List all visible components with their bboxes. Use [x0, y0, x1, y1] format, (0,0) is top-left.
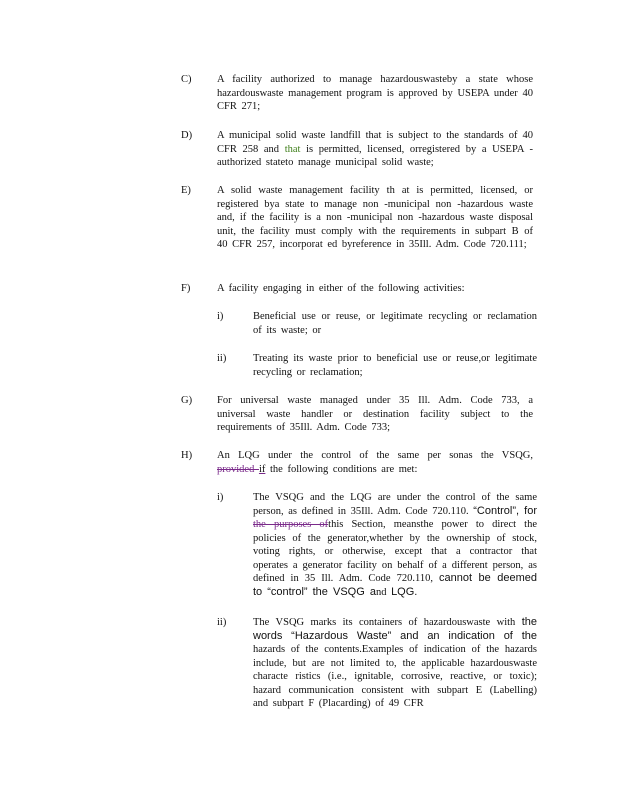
highlighted-word: that — [284, 143, 301, 155]
subitem-label-h-ii: ii) — [217, 617, 227, 628]
subitem-text-f-ii: Treating its waste prior to beneficial use or reuse,or legitimate recycling or reclamation; — [253, 353, 537, 378]
item-text-f: A facility engaging in either of the following activities: — [217, 283, 465, 294]
subitem-text-h-ii: The VSQG marks its containers of hazardouswaste with the words “Hazardous Waste” and an indication of the hazards of the contents.Examples of indication of the hazards include, but are not limited to, the applicable hazardouswaste characte ristics (i.e., ignitable, corrosive, reactive, or toxic); hazard communication consistent with subpart E (Labelling) and subpart F (Placarding) of 49 CFR — [253, 616, 537, 709]
item-text-g: For universal waste managed under 35 Ill. Adm. Code 733, a universal waste handler or destination facility subject to the requirements of 35Ill. Adm. Code 733; — [217, 395, 533, 433]
subitem-label-h-i: i) — [217, 492, 224, 503]
subitem-label-f-i: i) — [217, 311, 224, 322]
item-text-d: A municipal solid waste landfill that is subject to the standards of 40 CFR 258 and that is permitted, licensed, orregistered by a USEPA -authorized stateto manage municipal solid waste; — [217, 130, 533, 168]
subitem-label-f-ii: ii) — [217, 353, 227, 364]
struck-text: provided — [217, 463, 259, 475]
subitem-text-f-i: Beneficial use or reuse, or legitimate recycling or reclamation of its waste; or — [253, 311, 537, 336]
item-label-h: H) — [181, 450, 193, 461]
item-text-e: A solid waste management facility th at is permitted, licensed, or registered bya state to manage non -municipal non -hazardous waste and, if the facility is a non -municipal non -hazardous waste disposal unit, the facility must comply with the requirements in subpart B of 40 CFR 257, incorporat ed byreference in 35Ill. Adm. Code 720.111; — [217, 185, 533, 250]
item-label-c: C) — [181, 74, 192, 85]
item-label-d: D) — [181, 130, 193, 141]
item-text-c: A facility authorized to manage hazardouswasteby a state whose hazardouswaste management program is approved by USEPA under 40 CFR 271; — [217, 74, 533, 112]
item-label-g: G) — [181, 395, 193, 406]
item-label-e: E) — [181, 185, 191, 196]
inserted-text: if — [258, 463, 266, 475]
item-label-f: F) — [181, 283, 191, 294]
subitem-text-h-i: The VSQG and the LQG are under the control of the same person, as defined in 35Ill. Adm. Code 720.110. “Control”, for the purposes ofthis Section, meansthe power to direct the policies of the generator,whether by the ownership of stock, voting rights, or otherwise, except that a contractor that operates a generator facility on behalf of a different person, as defined in 35 Ill. Adm. Code 720.110, cannot be deemed to “control” the VSQG and LQG. — [253, 492, 537, 598]
item-text-h: An LQG under the control of the same per sonas the VSQG, provided if the following conditions are met: — [217, 450, 533, 475]
struck-text: the purposes of — [253, 519, 329, 530]
